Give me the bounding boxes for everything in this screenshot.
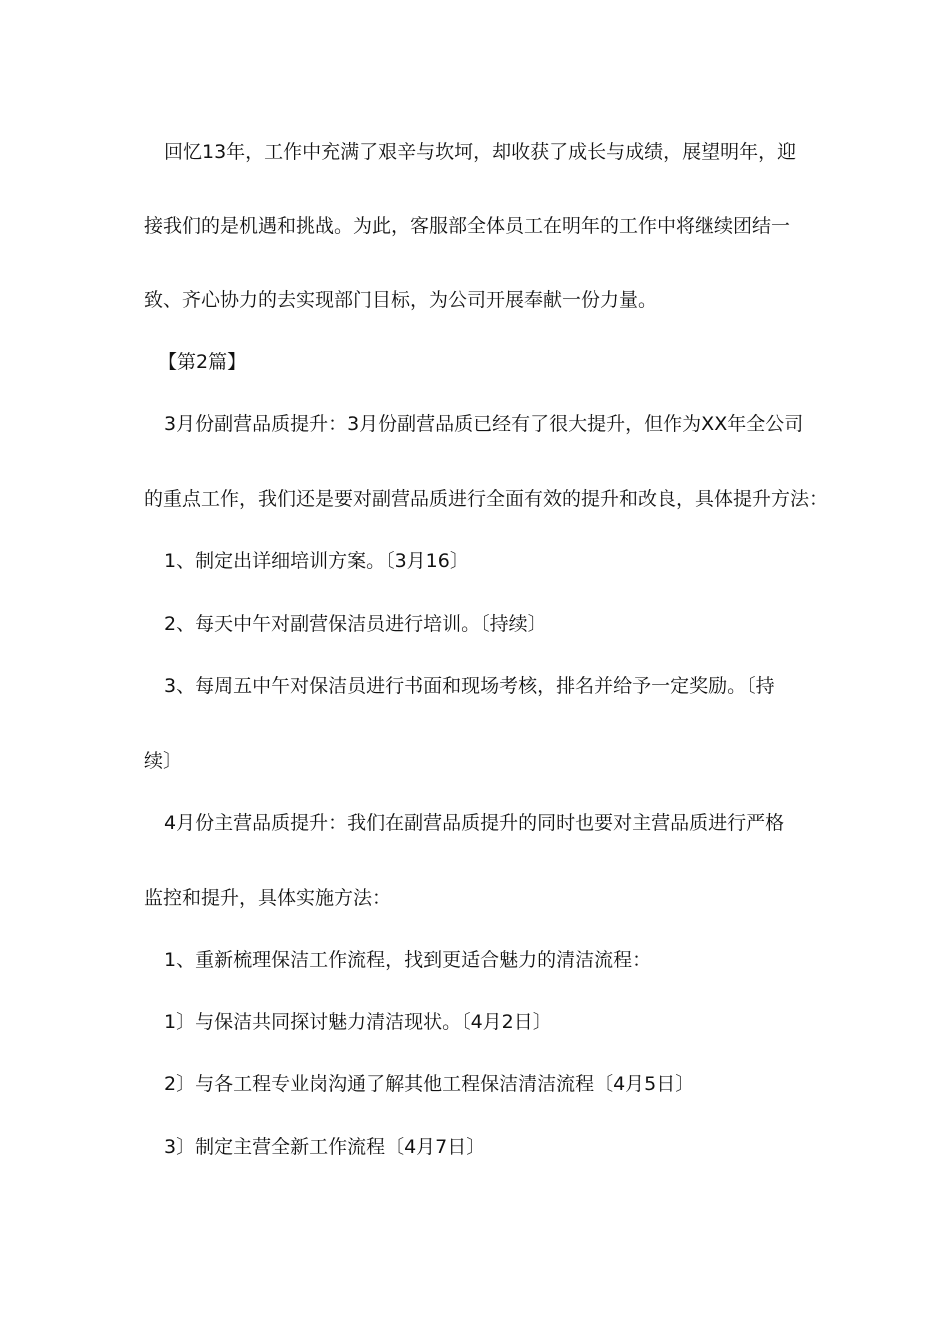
paragraph-1-line-1: 回忆13年，工作中充满了艰辛与坎坷，却收获了成长与成绩，展望明年，迎 bbox=[164, 141, 797, 163]
list-item: 3、每周五中午对保洁员进行书面和现场考核，排名并给予一定奖励。〔持 bbox=[164, 675, 775, 697]
paragraph-3-line-1: 4月份主营品质提升：我们在副营品质提升的同时也要对主营品质进行严格 bbox=[164, 812, 785, 834]
paragraph-1-line-2: 接我们的是机遇和挑战。为此，客服部全体员工在明年的工作中将继续团结一 bbox=[144, 215, 791, 237]
list-item-continuation: 续〕 bbox=[144, 750, 183, 772]
paragraph-1-line-3: 致、齐心协力的去实现部门目标，为公司开展奉献一份力量。 bbox=[144, 289, 658, 311]
sub-list-item: 2〕与各工程专业岗沟通了解其他工程保洁清洁流程〔4月5日〕 bbox=[164, 1073, 695, 1095]
paragraph-2-line-1: 3月份副营品质提升：3月份副营品质已经有了很大提升，但作为XX年全公司 bbox=[164, 413, 804, 435]
list-item: 1、制定出详细培训方案。〔3月16〕 bbox=[164, 550, 469, 572]
paragraph-2-line-2: 的重点工作，我们还是要对副营品质进行全面有效的提升和改良，具体提升方法： bbox=[144, 488, 829, 510]
paragraph-3-line-2: 监控和提升，具体实施方法： bbox=[144, 887, 392, 909]
list-item: 2、每天中午对副营保洁员进行培训。〔持续〕 bbox=[164, 613, 547, 635]
sub-list-item: 1〕与保洁共同探讨魅力清洁现状。〔4月2日〕 bbox=[164, 1011, 552, 1033]
section-heading: 【第2篇】 bbox=[158, 351, 247, 373]
sub-list-item: 3〕制定主营全新工作流程〔4月7日〕 bbox=[164, 1136, 486, 1158]
list-item: 1、重新梳理保洁工作流程，找到更适合魅力的清洁流程： bbox=[164, 949, 652, 971]
